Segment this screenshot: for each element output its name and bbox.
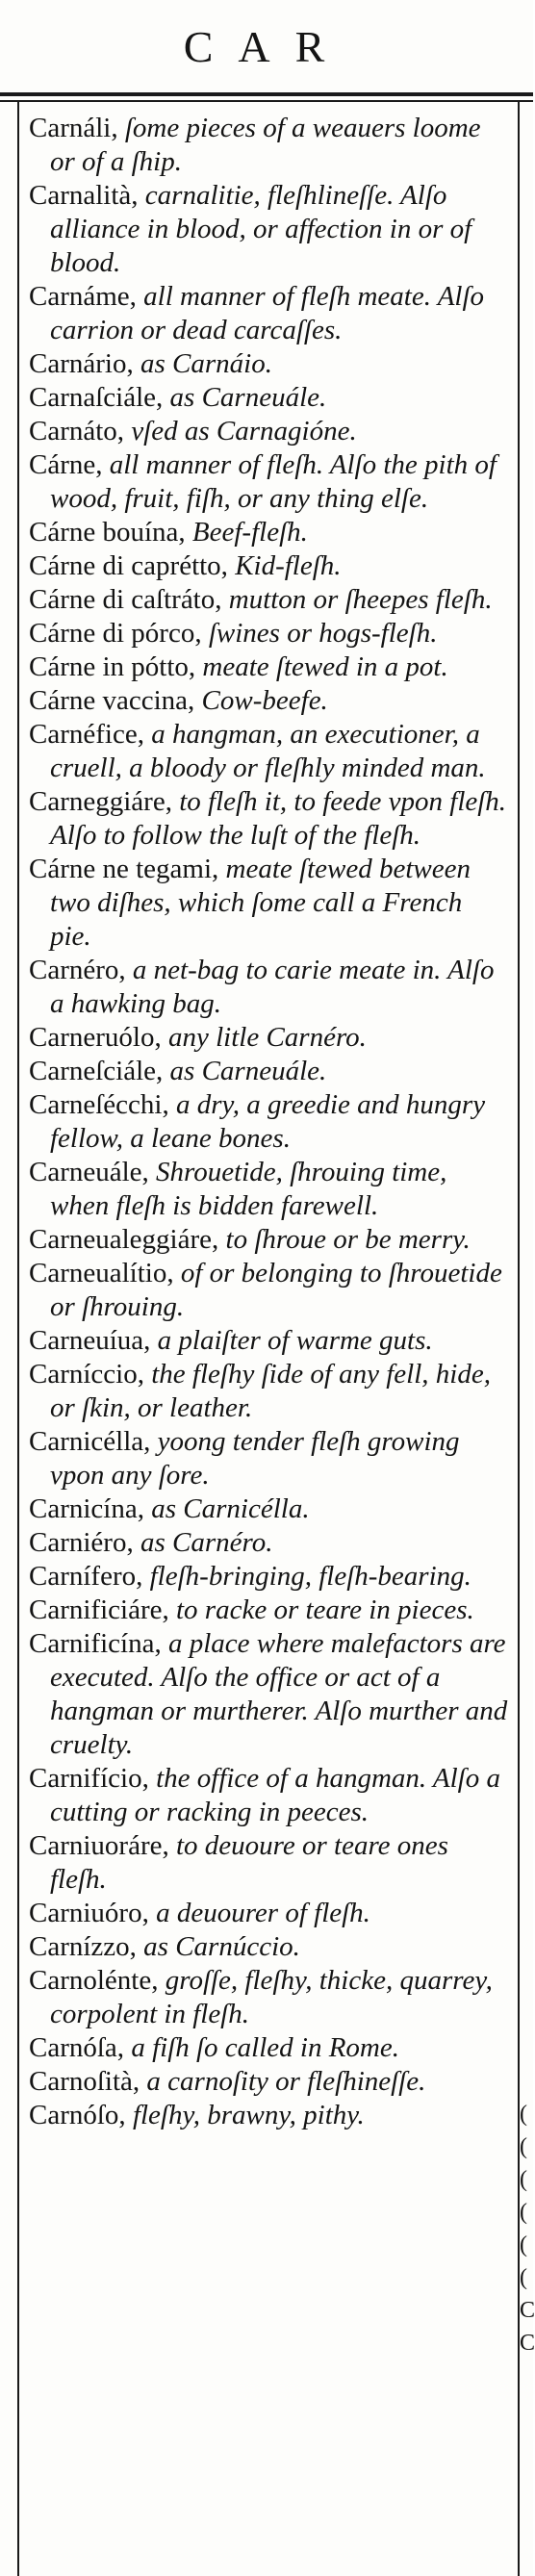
entry-definition: as Carnicélla. — [143, 1493, 310, 1524]
edge-mark: C — [520, 2331, 535, 2356]
entry-definition: a net-bag to carie meate in. Alſo a hawking bag. — [50, 955, 495, 1019]
dictionary-entry — [29, 1762, 510, 1829]
dictionary-entry — [29, 718, 510, 785]
entry-definition: ſome pieces of a weauers loome or of a ſhip. — [50, 113, 481, 177]
dictionary-entry — [29, 549, 510, 583]
dictionary-entry — [29, 1324, 510, 1358]
entry-definition: as Carneuále. — [163, 1056, 327, 1086]
entry-headword: Carnéro, — [29, 955, 126, 985]
dictionary-entry — [29, 1627, 510, 1762]
dictionary-entry — [29, 785, 510, 853]
entry-headword: Carnoſità, — [29, 2066, 140, 2097]
entry-headword: Carneuíua, — [29, 1325, 151, 1356]
dictionary-entry — [29, 1156, 510, 1223]
dictionary-entry — [29, 853, 510, 954]
entry-definition: a plaiſter of warme guts. — [150, 1325, 433, 1356]
entry-headword: Carnáme, — [29, 281, 137, 312]
entry-definition: mutton or ſheepes fleſh. — [221, 584, 493, 615]
entry-definition: the office of a hangman. Alſo a cutting or racking in peeces. — [50, 1763, 500, 1827]
entry-definition: fleſh-bringing, fleſh-bearing. — [142, 1561, 471, 1592]
entry-headword: Carneualeggiáre, — [29, 1224, 219, 1255]
entry-definition: a fiſh ſo called in Rome. — [124, 2032, 399, 2063]
entry-definition: any litle Carnéro. — [161, 1022, 367, 1053]
entry-headword: Carnicína, — [29, 1493, 144, 1524]
entry-definition: as Carneuále. — [163, 382, 327, 413]
running-head: CAR — [183, 22, 350, 71]
dictionary-entry — [29, 1897, 510, 1930]
entry-headword: Carnário, — [29, 348, 134, 379]
entry-headword: Carnáli, — [29, 113, 118, 143]
dictionary-entry — [29, 684, 510, 718]
entry-definition: all manner of fleſh meate. Alſo carrion or dead carcaſſes. — [50, 281, 485, 345]
dictionary-entry — [29, 1526, 510, 1560]
entry-headword: Carnóſa, — [29, 2032, 125, 2063]
edge-mark: ( — [520, 2200, 527, 2225]
entry-headword: Carníccio, — [29, 1359, 144, 1390]
entry-definition: to racke or teare in pieces. — [168, 1594, 474, 1625]
entry-definition: a carnoſity or fleſhineſſe. — [140, 2066, 426, 2097]
entry-definition: a hangman, an executioner, a cruell, a bloody or fleſhly minded man. — [50, 719, 486, 783]
entry-definition: the fleſhy ſide of any fell, hide, or ſkin, or leather. — [50, 1359, 491, 1423]
entry-headword: Cárne vaccina, — [29, 685, 195, 716]
entry-column — [29, 112, 510, 2132]
entry-headword: Carnificína, — [29, 1628, 162, 1659]
entry-definition: to deuoure or teare ones fleſh. — [50, 1830, 448, 1895]
entry-headword: Carniéro, — [29, 1527, 134, 1558]
entry-headword: Cárne di pórco, — [29, 618, 202, 649]
entry-definition: to ſhroue or be merry. — [218, 1224, 471, 1255]
dictionary-entry — [29, 1358, 510, 1425]
dictionary-entry — [29, 1930, 510, 1964]
entry-definition: as Carnúccio. — [136, 1931, 300, 1962]
entry-definition: vſed as Carnagióne. — [124, 416, 357, 446]
entry-definition: Kid-fleſh. — [227, 550, 342, 581]
top-rule-thin — [0, 100, 533, 102]
dictionary-entry — [29, 954, 510, 1021]
entry-headword: Carnalità, — [29, 180, 139, 211]
dictionary-entry — [29, 1257, 510, 1324]
entry-definition: Beef-fleſh. — [185, 517, 308, 548]
entry-definition: carnalitie, fleſhlineſſe. Alſo alliance in blood, or affection in or of blood. — [50, 180, 472, 278]
entry-headword: Carnicélla, — [29, 1426, 151, 1457]
edge-mark: C — [520, 2298, 535, 2323]
dictionary-entry — [29, 415, 510, 448]
entry-definition: ſwines or hogs-fleſh. — [201, 618, 438, 649]
entry-headword: Carneuále, — [29, 1157, 149, 1187]
entry-headword: Cárne bouína, — [29, 517, 186, 548]
dictionary-entry — [29, 1829, 510, 1897]
entry-headword: Carnifício, — [29, 1763, 149, 1794]
dictionary-entry — [29, 381, 510, 415]
dictionary-entry — [29, 1560, 510, 1594]
dictionary-entry — [29, 1964, 510, 2031]
entry-headword: Cárne di caſtráto, — [29, 584, 222, 615]
entry-definition: a dry, a greedie and hungry fellow, a leane bones. — [50, 1089, 486, 1154]
entry-headword: Carniuoráre, — [29, 1830, 169, 1861]
entry-definition: to fleſh it, to feede vpon fleſh. Alſo to follow the luſt of the fleſh. — [50, 786, 507, 851]
dictionary-entry — [29, 1055, 510, 1088]
dictionary-entry — [29, 516, 510, 549]
entry-headword: Cárne di caprétto, — [29, 550, 228, 581]
dictionary-entry — [29, 112, 510, 179]
top-rule-thick — [0, 92, 533, 96]
entry-definition: fleſhy, brawny, pithy. — [125, 2100, 365, 2130]
entry-headword: Carniuóro, — [29, 1898, 149, 1928]
entry-definition: yoong tender fleſh growing vpon any ſore. — [50, 1426, 460, 1491]
entry-headword: Carneſciále, — [29, 1056, 164, 1086]
entry-headword: Carneruólo, — [29, 1022, 162, 1053]
entry-definition: a deuourer of fleſh. — [148, 1898, 370, 1928]
dictionary-entry — [29, 2065, 510, 2099]
dictionary-entry — [29, 1492, 510, 1526]
dictionary-entry — [29, 2099, 510, 2132]
entry-headword: Carnolénte, — [29, 1965, 159, 1996]
entry-headword: Cárne, — [29, 449, 103, 480]
entry-definition: groſſe, fleſhy, thicke, quarrey, corpolent in fleſh. — [50, 1965, 493, 2029]
entry-definition: all manner of fleſh. Alſo the pith of wood, fruit, fiſh, or any thing elſe. — [50, 449, 497, 514]
entry-headword: Cárne in pótto, — [29, 651, 196, 682]
entry-headword: Carnáto, — [29, 416, 125, 446]
entry-definition: as Carnéro. — [133, 1527, 273, 1558]
dictionary-entry — [29, 1594, 510, 1627]
entry-headword: Carnízzo, — [29, 1931, 137, 1962]
column-rule-left — [17, 100, 19, 2576]
entry-definition: as Carnáio. — [133, 348, 272, 379]
entry-headword: Carneggiáre, — [29, 786, 172, 817]
entry-headword: Carneualítio, — [29, 1258, 174, 1288]
dictionary-entry — [29, 617, 510, 650]
entry-definition: of or belonging to ſhrouetide or ſhrouing. — [50, 1258, 502, 1322]
entry-headword: Carneſécchi, — [29, 1089, 169, 1120]
dictionary-entry — [29, 1425, 510, 1492]
entry-definition: meate ſtewed between two diſhes, which ſome call a French pie. — [50, 854, 471, 952]
entry-headword: Carnóſo, — [29, 2100, 126, 2130]
entry-headword: Cárne ne tegami, — [29, 854, 219, 884]
dictionary-entry — [29, 1021, 510, 1055]
dictionary-entry — [29, 448, 510, 516]
edge-mark: ( — [520, 2102, 527, 2127]
dictionary-entry — [29, 1223, 510, 1257]
entry-definition: Shrouetide, ſhrouing time, when fleſh is bidden farewell. — [50, 1157, 447, 1221]
entry-headword: Carnificiáre, — [29, 1594, 169, 1625]
entry-definition: meate ſtewed in a pot. — [195, 651, 448, 682]
dictionary-entry — [29, 650, 510, 684]
edge-mark: ( — [520, 2134, 527, 2159]
edge-mark: ( — [520, 2265, 527, 2290]
adjacent-column-edge — [520, 2098, 533, 2359]
dictionary-entry — [29, 280, 510, 347]
dictionary-entry — [29, 583, 510, 617]
entry-headword: Carnífero, — [29, 1561, 143, 1592]
entry-definition: Cow-beefe. — [194, 685, 328, 716]
dictionary-entry — [29, 2031, 510, 2065]
edge-mark: ( — [520, 2167, 527, 2192]
dictionary-entry — [29, 347, 510, 381]
entry-definition: a place where malefactors are executed. Alſo the office or act of a hangman or murtherer. Alſo murther and cruelty. — [50, 1628, 508, 1760]
edge-mark: ( — [520, 2232, 527, 2257]
dictionary-entry — [29, 179, 510, 280]
entry-headword: Carnaſciále, — [29, 382, 164, 413]
dictionary-entry — [29, 1088, 510, 1156]
entry-headword: Carnéfice, — [29, 719, 144, 750]
